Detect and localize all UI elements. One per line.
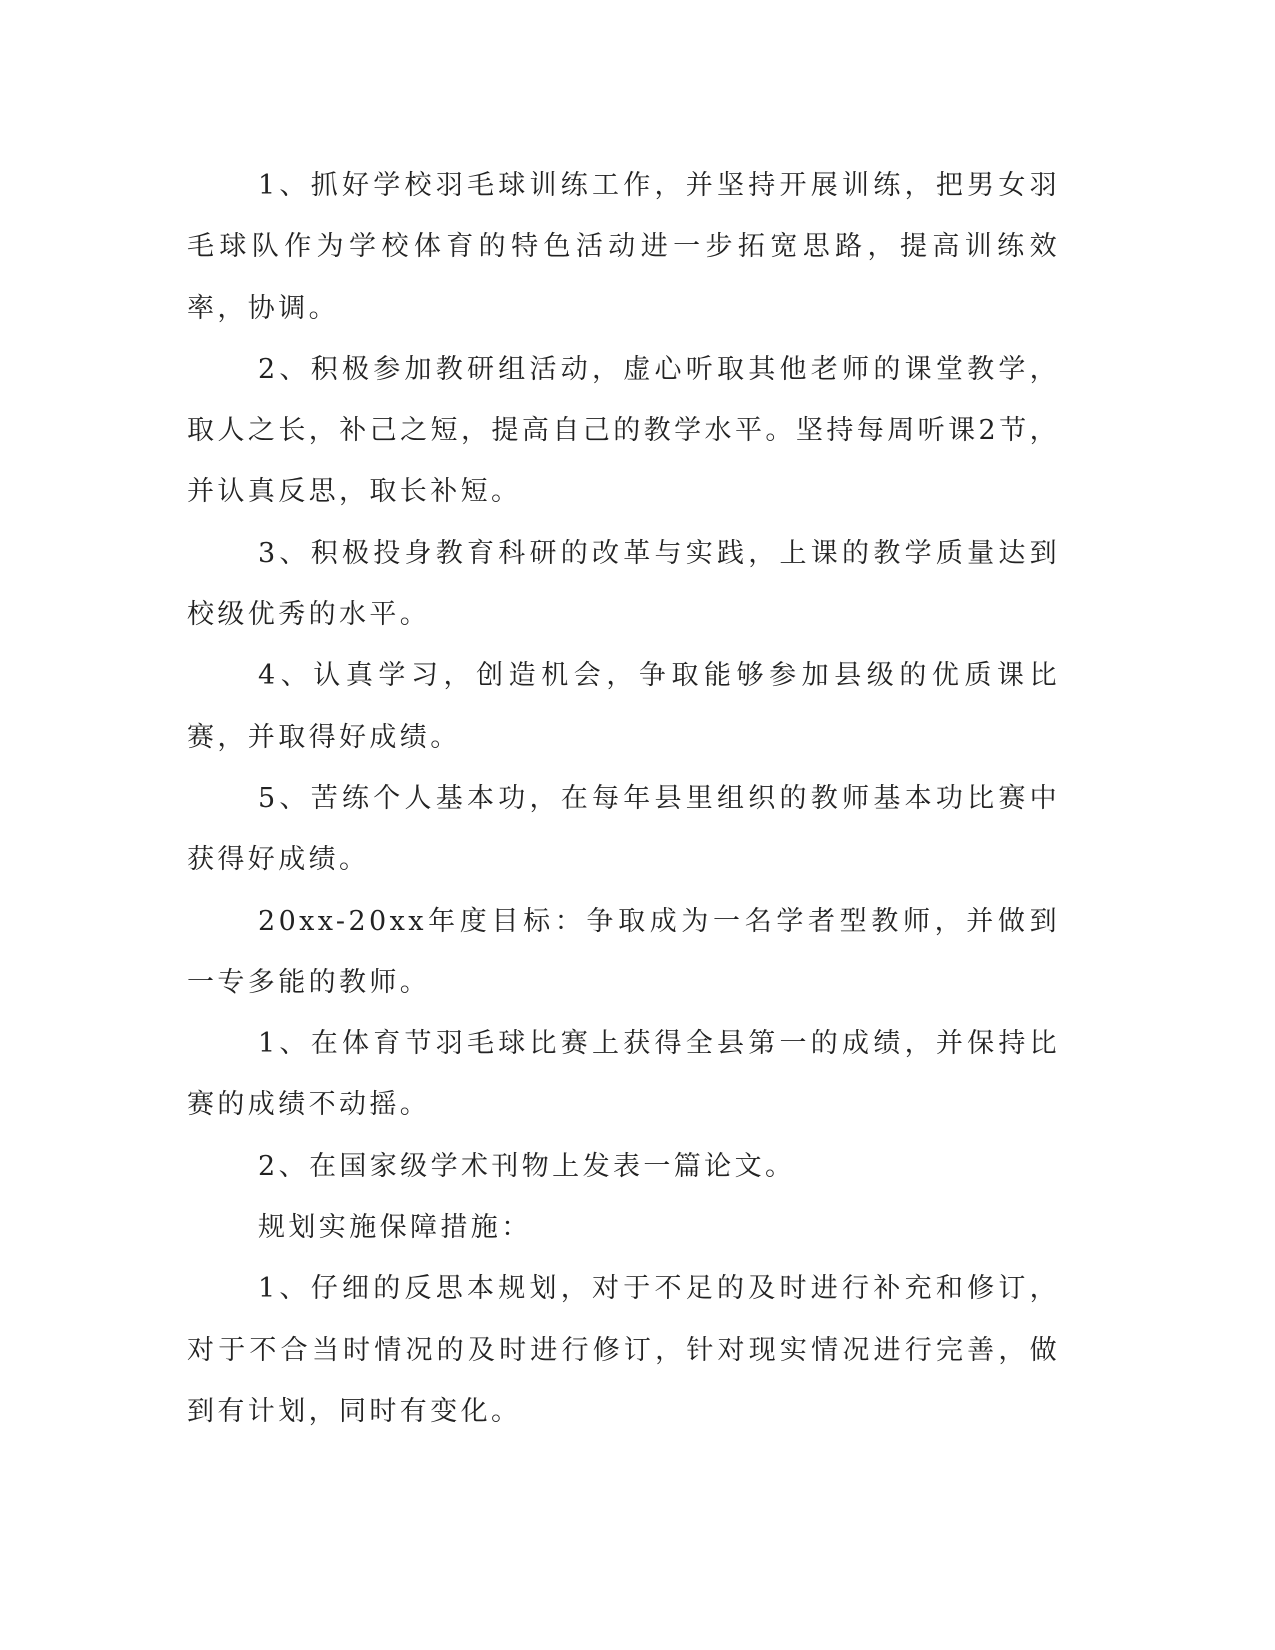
paragraph-quality-lesson: 4、认真学习，创造机会，争取能够参加县级的优质课比赛，并取得好成绩。	[187, 660, 1060, 753]
paragraph-reflection-measure: 1、仔细的反思本规划，对于不足的及时进行补充和修订，对于不合当时情况的及时进行修订，针对现实情况进行完善，做到有计划，同时有变化。	[187, 1273, 1060, 1427]
paragraph-competition-goal: 1、在体育节羽毛球比赛上获得全县第一的成绩，并保持比赛的成绩不动摇。	[187, 1028, 1060, 1121]
document-body	[187, 155, 1060, 1442]
paragraph-research-practice: 3、积极投身教育科研的改革与实践，上课的教学质量达到校级优秀的水平。	[187, 537, 1060, 631]
paragraph-measures-heading: 规划实施保障措施：	[258, 1212, 532, 1244]
paragraph-publication-goal: 2、在国家级学术刊物上发表一篇论文。	[258, 1150, 796, 1182]
paragraph-teaching-research: 2、积极参加教研组活动，虚心听取其他老师的课堂教学，取人之长，补己之短，提高自己的教学水平。坚持每周听课2节，并认真反思，取长补短。	[187, 353, 1060, 508]
paragraph-basic-skills: 5、苦练个人基本功，在每年县里组织的教师基本功比赛中获得好成绩。	[187, 782, 1060, 876]
paragraph-badminton-training: 1、抓好学校羽毛球训练工作，并坚持开展训练，把男女羽毛球队作为学校体育的特色活动进一步拓宽思路，提高训练效率，协调。	[187, 170, 1060, 324]
paragraph-annual-goal: 20xx-20xx年度目标：争取成为一名学者型教师，并做到一专多能的教师。	[187, 905, 1060, 998]
